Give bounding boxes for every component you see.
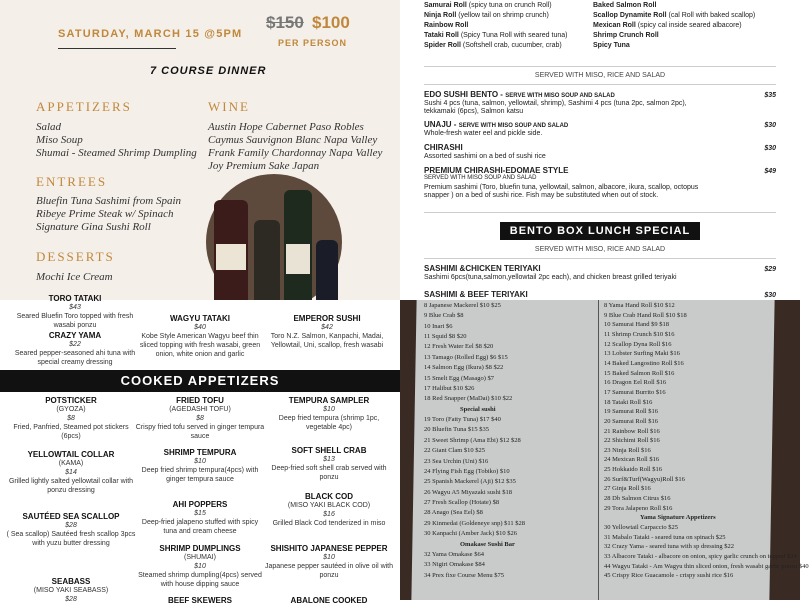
menu-item: AHI POPPERS $15 Deep-fried jalapeno stuffed with spicy tuna and cream cheese — [141, 500, 259, 535]
menu-item-price: $29 — [764, 266, 776, 273]
menu-item-desc: Premium sashimi (Toro, bluefin tuna, yellowtail, salmon, albacore, ikura, scallop, octopus — [424, 184, 699, 191]
menu-line: 27 Fresh Scallop (Hotate) $8 — [424, 499, 500, 507]
new-price: $100 — [312, 13, 350, 32]
menu-item-price: $35 — [764, 92, 776, 99]
list-item: Signature Gina Sushi Roll — [36, 221, 151, 233]
menu-line: 10 Inari $6 — [424, 322, 453, 330]
old-price: $150 — [266, 13, 304, 32]
wine-bottles-photo — [206, 174, 342, 310]
menu-item-desc: tekkamaki (6pcs), Salmon katsu — [424, 108, 524, 115]
menu-line: 14 Baked Langostino Roll $16 — [604, 359, 684, 367]
menu-item: CRAZY YAMA $22 Seared pepper-seasoned ahi tuna with special creamy dressing — [14, 331, 136, 366]
menu-line: 21 Sweet Shrimp (Ama Ebi) $12 $28 — [424, 436, 521, 444]
menu-item-desc: Sushi 4 pcs (tuna, salmon, yellowtail, shrimp), Sashimi 4 pcs (tuna 2pc, salmon 2pc), — [424, 100, 687, 107]
menu-line: 19 Toro (Fatty Tuna) $17 $40 — [424, 416, 501, 424]
menu-line: Special sushi — [460, 405, 496, 413]
divider — [424, 212, 776, 213]
menu-item-name: PREMIUM CHIRASHI-EDOMAE STYLE — [424, 166, 569, 175]
menu-line: 18 Red Snapper (MaDai) $10 $22 — [424, 395, 513, 403]
menu-item: TEMPURA SAMPLER $10 Deep fried tempura (shrimp 1pc, vegetable 4pc) — [278, 396, 380, 431]
menu-item: FRIED TOFU (AGEDASHI TOFU) $8 Crispy fried tofu served in ginger tempura sauce — [135, 396, 265, 440]
menu-line: 21 Rainbow Roll $16 — [604, 427, 660, 435]
menu-item-price: $30 — [764, 122, 776, 129]
menu-line: 9 Blue Crab $8 — [424, 312, 464, 320]
menu-line: 19 Samurai Roll $16 — [604, 408, 658, 416]
menu-line: 13 Tamago (Rolled Egg) $6 $15 — [424, 353, 508, 361]
menu-item: SEABASS (MISO YAKI SEABASS) $28 — [33, 577, 109, 603]
menu-left-column — [420, 300, 600, 600]
served-note: SERVED WITH MISO, RICE AND SALAD — [534, 246, 666, 253]
menu-line: 45 Crispy Rice Guacamole - crispy sushi rice $16 — [604, 572, 734, 580]
appetizers-menu — [0, 294, 400, 605]
menu-line: 28 Anago (Sea Eel) $8 — [424, 509, 483, 517]
menu-line: 15 Smelt Egg (Masago) $7 — [424, 374, 495, 382]
bento-menu — [400, 0, 800, 300]
menu-line: 17 Samurai Burrito $16 — [604, 388, 666, 396]
menu-item-desc: Sashimi 6pcs(tuna,salmon,yellowtail 2pc each), and chicken breast grilled teriyaki — [424, 274, 677, 281]
menu-item-price: $30 — [764, 145, 776, 152]
printed-menu-photo — [400, 300, 809, 600]
menu-item-name: CHIRASHI — [424, 143, 463, 152]
list-item: Salad — [36, 121, 62, 133]
menu-item: BEEF SKEWERS — [167, 596, 232, 605]
bottle-label-image — [216, 244, 246, 270]
divider — [424, 66, 776, 67]
menu-line: 32 Yama Omakase $64 — [424, 550, 484, 558]
menu-line: 30 Yellowtail Carpaccio $25 — [604, 524, 679, 532]
menu-line: 11 Squid $8 $20 — [424, 333, 467, 341]
menu-line: 33 Albacore Tataki - albacore on onion, spicy garlic crunch on topped $24 — [604, 553, 797, 561]
divider — [424, 258, 776, 259]
divider — [424, 84, 776, 85]
menu-item: EMPEROR SUSHI $42 Toro N.Z. Salmon, Kanpachi, Madai, Yellowtail, Uni, scallop, fresh wasabi — [270, 314, 384, 349]
dinner-flyer — [0, 0, 400, 300]
menu-item-name: UNAJU - SERVE WITH MISO SOUP AND SALAD — [424, 120, 569, 129]
list-item: Joy Premium Sake Japan — [208, 160, 320, 172]
roll-item: Shrimp Crunch Roll — [593, 32, 659, 39]
menu-item-desc: Assorted sashimi on a bed of sushi rice — [424, 153, 546, 160]
bottle-label-image — [286, 244, 310, 274]
menu-line: Yama Signature Appetizers — [640, 514, 716, 522]
list-item: Miso Soup — [36, 134, 83, 146]
divider — [58, 48, 176, 49]
menu-line: 32 Crazy Yama - seared tuna with sp dressing $22 — [604, 543, 734, 551]
menu-item-name: SASHIMI &CHICKEN TERIYAKI — [424, 264, 541, 273]
served-note: SERVED WITH MISO, RICE AND SALAD — [534, 72, 666, 79]
menu-line: 15 Baked Salmon Roll $16 — [604, 369, 675, 377]
menu-item: SAUTÉED SEA SCALLOP $28 ( Sea scallop) Sautéed fresh scallop 3pcs with yuzu butter dressing — [6, 512, 136, 547]
entrees-list — [36, 195, 181, 234]
menu-line: 26 Surf&Turf(Wagyu)Roll $16 — [604, 475, 685, 483]
menu-item: POTSTICKER (GYOZA) $8 Fried, Panfried, Steamed pot stickers (6pcs) — [13, 396, 129, 440]
menu-item-price: $49 — [764, 168, 776, 175]
course-title: 7 COURSE DINNER — [150, 65, 267, 77]
menu-line: 16 Dragon Eel Roll $16 — [604, 379, 667, 387]
event-date: SATURDAY, MARCH 15 @5PM — [58, 28, 243, 40]
wine-list — [208, 121, 382, 173]
menu-line: 28 Db Salmon Citrus $16 — [604, 495, 671, 503]
menu-line: 31 Mabalo Tataki - seared tuna on spinach $25 — [604, 533, 726, 541]
menu-line: 25 Hokkaido Roll $16 — [604, 466, 662, 474]
list-item: Mochi Ice Cream — [36, 271, 113, 283]
menu-line: 34 Prex fixe Course Menu $75 — [424, 571, 504, 579]
menu-line: 44 Wagyu Tataki - Am Wagyu thin sliced onion, fresh wasabi garlic ponzu $40 — [604, 562, 809, 570]
menu-item: BLACK COD (MISO YAKI BLACK COD) $16 Grilled Black Cod tenderized in miso — [272, 492, 386, 527]
menu-line: 29 Kinmedai (Goldeneye snp) $11 $28 — [424, 519, 526, 527]
menu-item-price: $30 — [764, 292, 776, 299]
list-item: Bluefin Tuna Sashimi from Spain — [36, 195, 182, 207]
menu-line: 24 Flying Fish Egg (Tobiko) $10 — [424, 467, 510, 475]
cooked-appetizers-banner: COOKED APPETIZERS — [0, 370, 400, 392]
menu-line: 27 Ginja Roll $16 — [604, 485, 651, 493]
menu-line: 17 Halibut $10 $26 — [424, 384, 475, 392]
menu-item-desc: snapper ) on a bed of sushi rice. Fish may be substituted when out of stock. — [424, 192, 659, 199]
menu-line: 22 Giant Clam $10 $25 — [424, 447, 486, 455]
menu-item: SHRIMP DUMPLINGS (SHUMAI) $10 Steamed shrimp dumpling(4pcs) served with house dipping sauce — [138, 544, 262, 588]
menu-line: Omakase Sushi Bar — [460, 540, 515, 548]
list-item: Caymus Sauvignon Blanc Napa Valley — [208, 134, 378, 146]
menu-line: 29 Tora Jalapeno Roll $16 — [604, 504, 673, 512]
menu-line: 23 Ninja Roll $16 — [604, 446, 651, 454]
list-item: Shumai - Steamed Shrimp Dumpling — [36, 147, 197, 159]
menu-line: 12 Scallop Dyna Roll $16 — [604, 340, 672, 348]
roll-item: Spider Roll (Softshell crab, cucumber, crab) — [424, 42, 562, 49]
roll-item: Scallop Dynamite Roll (cal Roll with baked scallop) — [593, 12, 756, 19]
menu-item-desc: Whole-fresh water eel and pickle side. — [424, 130, 543, 137]
menu-line: 33 Nigiri Omakase $84 — [424, 561, 485, 569]
roll-item: Spicy Tuna — [593, 42, 630, 49]
menu-line: 8 Japanese Mackerel $10 $25 — [424, 302, 501, 309]
menu-line: 13 Lobster Surfing Maki $16 — [604, 350, 680, 358]
menu-item: TORO TATAKI $43 Seared Bluefin Toro topped with fresh wasabi ponzu — [16, 294, 134, 329]
menu-line: 14 Salmon Egg (Ikura) $8 $22 — [424, 364, 504, 372]
list-item: Frank Family Chardonnay Napa Valley — [208, 147, 383, 159]
menu-line: 23 Sea Urchin (Uni) $16 — [424, 457, 489, 465]
menu-line: 26 Wagyu A5 Miyazaki sushi $18 — [424, 488, 513, 496]
menu-item: YELLOWTAIL COLLAR (KAMA) $14 Grilled lightly salted yellowtail collar with ponzu dressing — [8, 450, 134, 494]
entrees-heading: ENTREES — [36, 174, 108, 189]
divider — [598, 300, 599, 600]
menu-right-column — [600, 300, 809, 600]
appetizers-heading: APPETIZERS — [36, 99, 132, 114]
menu-item-name: SASHIMI & BEEF TERIYAKI — [424, 290, 528, 299]
menu-line: 8 Yama Hand Roll $10 $12 — [604, 302, 675, 309]
menu-line: 9 Blue Crab Hand Roll $10 $18 — [604, 311, 687, 319]
menu-line: 11 Shrimp Crunch $10 $16 — [604, 330, 675, 338]
menu-line: 25 Spanish Mackerel (Aji) $12 $35 — [424, 478, 516, 486]
bottle-image — [254, 220, 280, 310]
desserts-heading: DESSERTS — [36, 249, 115, 264]
menu-item: SHRIMP TEMPURA $10 Deep fried shrimp tempura(4pcs) with ginger tempura sauce — [141, 448, 259, 483]
lunch-special-banner: BENTO BOX LUNCH SPECIAL — [500, 222, 700, 240]
appetizers-list — [36, 121, 197, 160]
menu-line: 22 Shichimi Roll $16 — [604, 437, 660, 445]
desserts-list — [36, 271, 113, 284]
menu-line: 10 Samurai Hand $9 $18 — [604, 321, 669, 329]
menu-line: 20 Bluefin Tuna $15 $35 — [424, 426, 490, 434]
per-person-label: PER PERSON — [278, 38, 348, 48]
menu-line: 20 Samurai Roll $16 — [604, 417, 658, 425]
roll-item: Rainbow Roll — [424, 22, 469, 29]
list-item: Austin Hope Cabernet Paso Robles — [208, 121, 364, 133]
menu-item: SOFT SHELL CRAB $13 Deep-fried soft shell crab served with ponzu — [271, 446, 387, 481]
roll-item: Mexican Roll (spicy cal inside seared albacore) — [593, 22, 742, 29]
roll-item: Tataki Roll (Spicy Tuna Roll with seared tuna) — [424, 32, 568, 39]
menu-line: 18 Tataki Roll $16 — [604, 398, 653, 406]
menu-item-tag: SERVED WITH MISO SOUP AND SALAD — [424, 175, 537, 181]
roll-item: Baked Salmon Roll — [593, 2, 657, 9]
menu-line: 12 Fresh Water Eel $8 $20 — [424, 343, 494, 351]
roll-item: Ninja Roll (yellow tail on shrimp crunch) — [424, 12, 549, 19]
wine-heading: WINE — [208, 99, 250, 114]
menu-line: 24 Mexican Roll $16 — [604, 456, 660, 464]
menu-line: 30 Kanpachi (Amber Jack) $10 $26 — [424, 530, 517, 538]
menu-item: ABALONE COOKED — [290, 596, 368, 605]
list-item: Ribeye Prime Steak w/ Spinach — [36, 208, 174, 220]
roll-item: Samurai Roll (spicy tuna on crunch Roll) — [424, 2, 552, 9]
menu-item: WAGYU TATAKI $40 Kobe Style American Wagyu beef thin sliced topping with fresh wasabi, green onion, white onion and garlic — [139, 314, 261, 358]
menu-item: SHISHITO JAPANESE PEPPER $10 Japanese pepper sautéed in olive oil with ponzu — [264, 544, 394, 579]
menu-item-name: EDO SUSHI BENTO - SERVE WITH MISO SOUP AND SALAD — [424, 90, 615, 99]
